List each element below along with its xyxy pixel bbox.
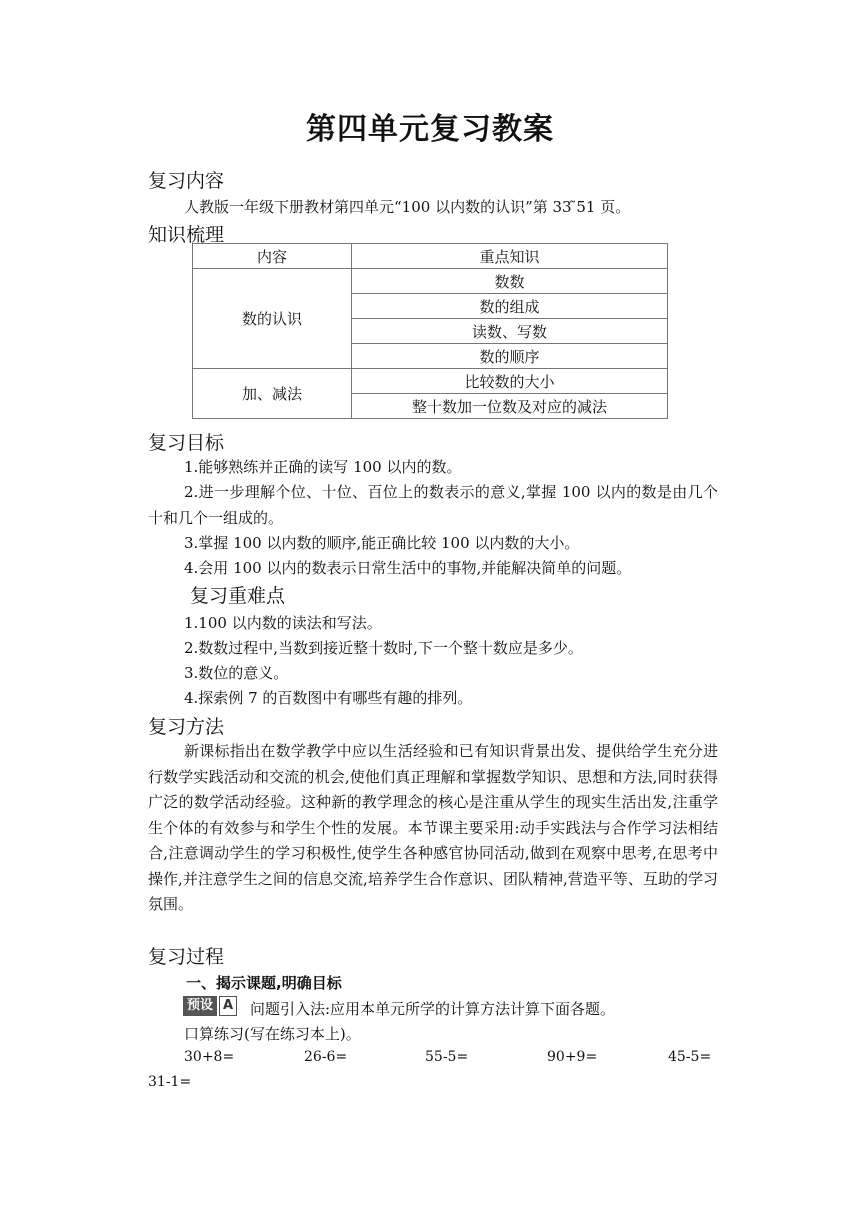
preset-a-badge <box>183 996 237 1016</box>
table-header-cell: 重点知识 <box>352 244 668 269</box>
heading-review-content: 复习内容 <box>148 170 225 192</box>
calc-item: 45-5= <box>668 1049 712 1065</box>
calc-item: 30+8= <box>184 1049 235 1065</box>
table-cell: 数数 <box>352 269 668 294</box>
goal-item: 4.会用 100 以内的数表示日常生活中的事物,并能解决简单的问题。 <box>184 559 632 577</box>
table-group-cell: 加、减法 <box>193 369 352 419</box>
process-intro: 问题引入法:应用本单元所学的计算方法计算下面各题。 <box>250 1000 616 1018</box>
calc-item: 55-5= <box>425 1049 469 1065</box>
goal-item: 3.掌握 100 以内数的顺序,能正确比较 100 以内数的大小。 <box>184 534 580 552</box>
calc-item: 31-1= <box>148 1074 192 1090</box>
badge-label: 预设 <box>183 996 217 1016</box>
table-row <box>193 369 668 394</box>
table-cell: 整十数加一位数及对应的减法 <box>352 394 668 419</box>
review-content-text: 人教版一年级下册教材第四单元“100 以内数的认识”第 33 ̃51 页。 <box>184 198 631 216</box>
keypoint-item: 1.100 以内数的读法和写法。 <box>184 614 382 632</box>
keypoint-item: 3.数位的意义。 <box>184 664 289 682</box>
goal-item: 1.能够熟练并正确的读写 100 以内的数。 <box>184 458 462 476</box>
table-group-cell: 数的认识 <box>193 269 352 369</box>
heading-knowledge: 知识梳理 <box>148 224 225 246</box>
heading-process: 复习过程 <box>148 946 225 968</box>
heading-goals: 复习目标 <box>148 432 225 454</box>
goal-item: 2.进一步理解个位、十位、百位上的数表示的意义,掌握 100 以内的数是由几个十和几个一组成的。 <box>148 483 718 527</box>
process-step-heading: 一、揭示课题,明确目标 <box>186 974 342 992</box>
table-header-cell: 内容 <box>193 244 352 269</box>
page-title: 第四单元复习教案 <box>306 112 554 147</box>
table-row <box>193 269 668 294</box>
method-paragraph: 新课标指出在数学教学中应以生活经验和已有知识背景出发、提供给学生充分进行数学实践活动和交流的机会,使他们真正理解和掌握数学知识、思想和方法,同时获得广泛的数学活动经验。这种新的教学理念的核心是注重从学生的现实生活出发,注重学生个体的有效参与和学生个性的发展。本节课主要采用:动手实践法与合作学习法相结合,注意调动学生的学习积极性,使学生各种感官协同活动,做到在观察中思考,在思考中操作,并注意学生之间的信息交流,培养学生合作意识、团队精神,营造平等、互助的学习氛围。 <box>148 742 718 913</box>
table-cell: 比较数的大小 <box>352 369 668 394</box>
keypoint-item: 2.数数过程中,当数到接近整十数时,下一个整十数应是多少。 <box>184 639 583 657</box>
knowledge-table <box>192 243 668 419</box>
table-cell: 读数、写数 <box>352 319 668 344</box>
table-header-row <box>193 244 668 269</box>
calc-item: 26-6= <box>304 1049 348 1065</box>
table-cell: 数的组成 <box>352 294 668 319</box>
heading-method: 复习方法 <box>148 716 225 738</box>
practice-note: 口算练习(写在练习本上)。 <box>184 1025 361 1043</box>
table-cell: 数的顺序 <box>352 344 668 369</box>
heading-keypoints: 复习重难点 <box>190 585 286 607</box>
keypoint-item: 4.探索例 7 的百数图中有哪些有趣的排列。 <box>184 689 473 707</box>
calc-item: 90+9= <box>547 1049 598 1065</box>
badge-letter: A <box>219 996 237 1016</box>
